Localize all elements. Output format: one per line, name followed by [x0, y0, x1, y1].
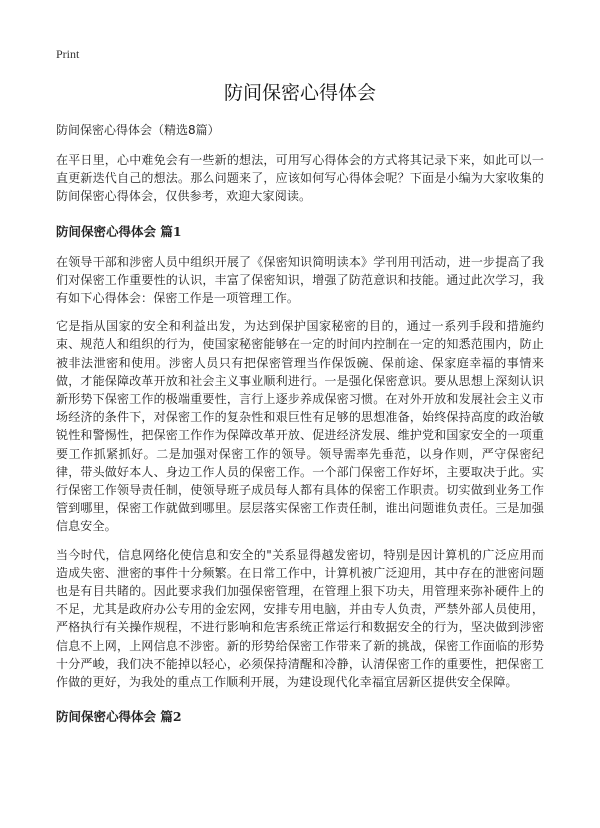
intro-paragraph: 在平日里，心中难免会有一些新的想法，可用写心得体会的方式将其记录下来，如此可以一直更新迭代自己的想法。那么问题来了，应该如何写心得体会呢？下面是小编为大家收集的防间保密心得体会，仅供参考，欢迎大家阅读。 [56, 153, 544, 204]
section-1-heading: 防间保密心得体会 篇1 [56, 223, 182, 239]
section-1-paragraph-3: 当今时代，信息网络化使信息和安全的"关系显得越发密切，特别是因计算机的广泛应用而造成失密、泄密的事件十分频繁。在日常工作中，计算机被广泛迎用，其中存在的泄密问题也是有目共睹的。因此要求我们加强保密管理，在管理上狠下功夫，用管理来弥补硬件上的不足，尤其是政府办公专用的金宏网，安排专用电脑，并由专人负责，严禁外部人员使用，严格执行有关操作规程，不进行影响和危害系统正常运行和数据安全的行为，坚决做到涉密信息不上网，上网信息不涉密。新的形势给保密工作带来了新的挑战，保密工作面临的形势十分严峻，我们决不能掉以轻心，必须保持清醒和冷静，认清保密工作的重要性，把保密工作做的更好，为我处的重点工作顺利开展，为建设现代化幸福宜居新区提供安全保障。 [56, 547, 544, 690]
section-1-paragraph-2: 它是指从国家的安全和利益出发，为达到保护国家秘密的目的，通过一系列手段和措施约束、规范人和组织的行为，使国家秘密能够在一定的时间内控制在一定的知悉范围内，防止被非法泄密和使用。涉密人员只有把保密管理当作保饭碗、保前途、保家庭幸福的事情来做，才能保障改革开放和社会主义事业顺利进行。一是强化保密意识。要从思想上深刻认识新形势下保密工作的极端重要性，言行上逐步养成保密习惯。在对外开放和发展社会主义市场经济的条件下，对保密工作的复杂性和艰巨性有足够的思想准备，始终保持高度的政治敏锐性和警惕性，把保密工作作为保障改革开放、促进经济发展、维护党和国家安全的一项重要工作抓紧抓好。二是加强对保密工作的领导。领导需率先垂范，以身作则，严守保密纪律，带头做好本人、身边工作人员的保密工作。一个部门保密工作好坏，主要取决于此。实行保密工作领导责任制，使领导班子成员每人都有具体的保密工作职责。切实做到业务工作管到哪里，保密工作就做到哪里。层层落实保密工作责任制，谁出问题谁负责任。三是加强信息安全。 [56, 319, 544, 534]
section-1-paragraph-1: 在领导干部和涉密人员中组织开展了《保密知识简明读本》学刊用刊活动，进一步提高了我们对保密工作重要性的认识，丰富了保密知识，增强了防范意识和技能。通过此次学习，我有如下心得体会：保密工作是一项管理工作。 [56, 254, 544, 306]
section-2-heading: 防间保密心得体会 篇2 [56, 709, 182, 725]
article-content [56, 121, 544, 738]
page-title: 防间保密心得体会 [223, 82, 376, 104]
article-subtitle: 防间保密心得体会（精选8篇） [56, 123, 220, 137]
print-link[interactable]: Print [56, 47, 80, 61]
